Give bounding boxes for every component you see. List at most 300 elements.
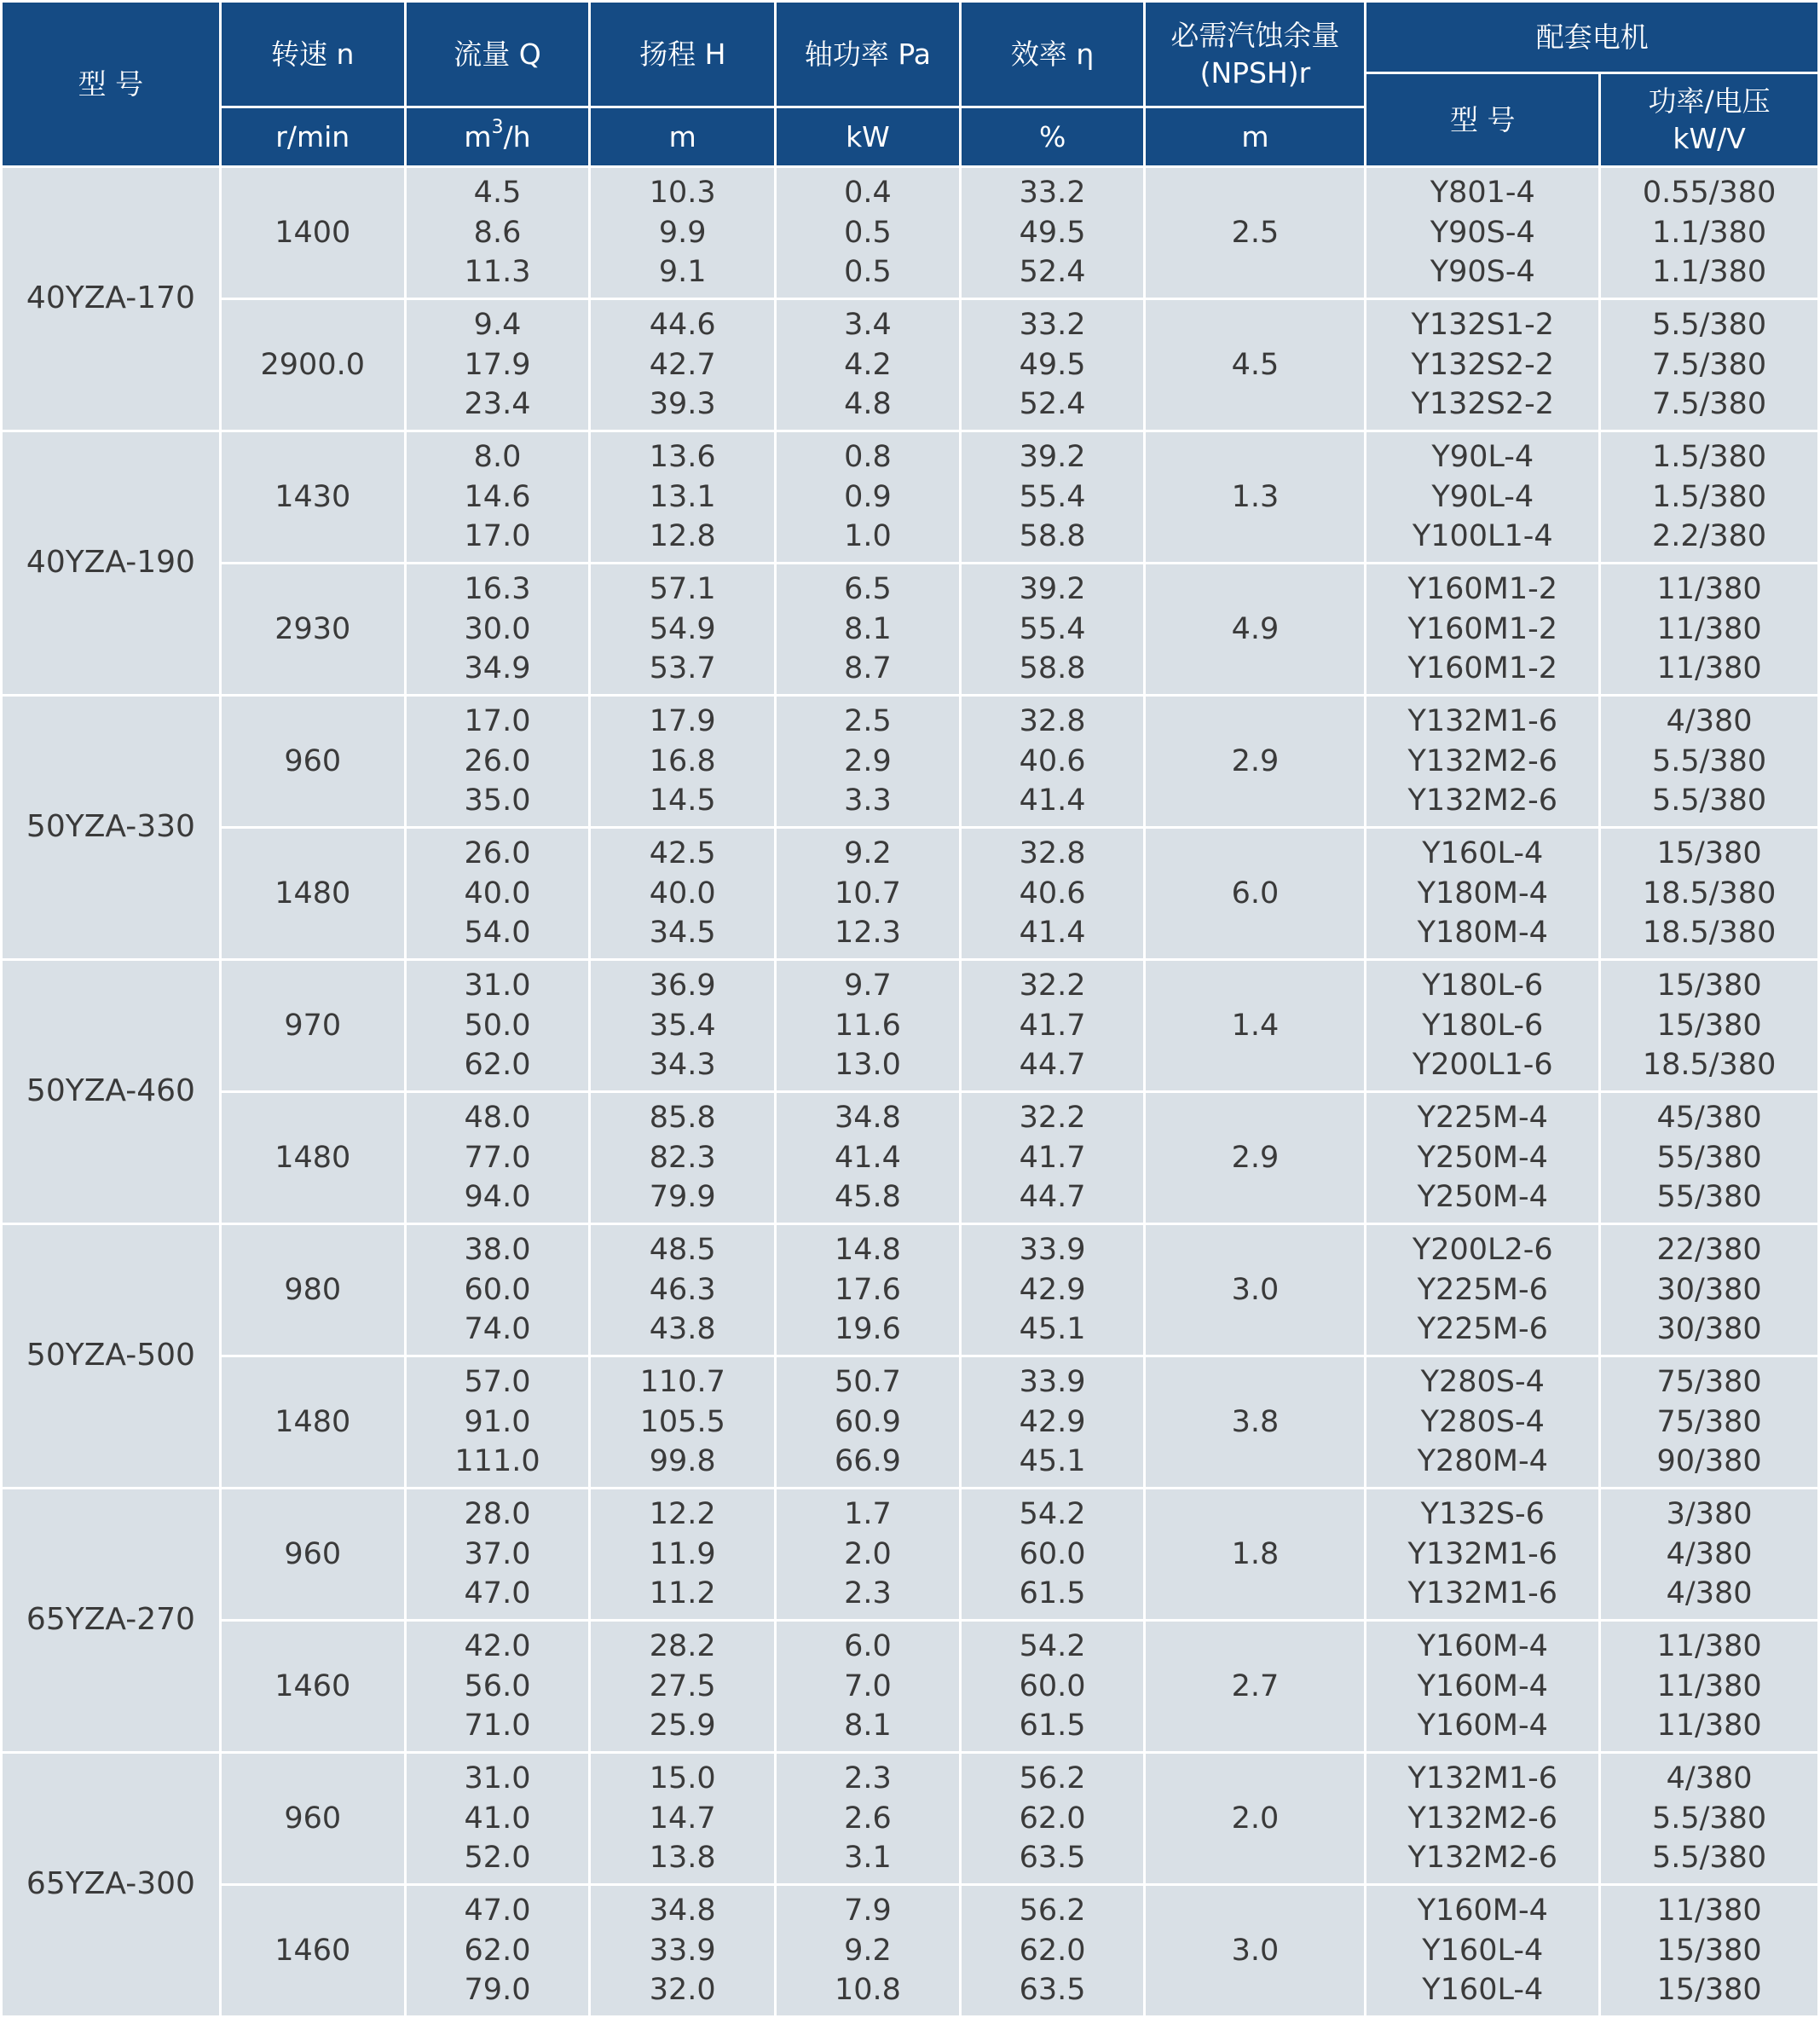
motor-model-cell xyxy=(1366,1224,1600,1356)
table-row xyxy=(2,1621,1819,1753)
shaft-power-cell-value: 11.6 xyxy=(834,1008,901,1043)
head-cell-value: 12.8 xyxy=(649,519,716,554)
motor-power-cell-value: 15/380 xyxy=(1656,836,1762,871)
efficiency-cell xyxy=(960,1092,1145,1224)
flow-cell-value: 47.0 xyxy=(464,1576,531,1611)
flow-cell-value: 38.0 xyxy=(464,1233,531,1268)
head-cell-value: 85.8 xyxy=(649,1101,716,1136)
flow-cell-value: 28.0 xyxy=(464,1497,531,1532)
shaft-power-cell-value: 2.6 xyxy=(844,1801,892,1836)
motor-model-cell xyxy=(1366,1621,1600,1753)
efficiency-cell-value: 52.4 xyxy=(1019,255,1086,290)
head-cell-value: 79.9 xyxy=(649,1180,716,1215)
flow-cell-value: 111.0 xyxy=(454,1444,540,1479)
speed-cell: 2900.0 xyxy=(220,299,405,431)
motor-power-cell-value: 4/380 xyxy=(1666,704,1753,739)
head-cell xyxy=(590,828,776,960)
flow-cell-value: 17.0 xyxy=(464,519,531,554)
shaft-power-cell-value: 0.9 xyxy=(844,479,892,514)
head-cell-value: 34.8 xyxy=(649,1894,716,1928)
motor-model-cell-value: Y160L-4 xyxy=(1422,836,1544,871)
table-header xyxy=(2,2,1819,167)
efficiency-cell-value: 32.8 xyxy=(1019,836,1086,871)
head-cell xyxy=(590,1224,776,1356)
motor-power-cell-value: 15/380 xyxy=(1656,1933,1762,1968)
motor-power-cell xyxy=(1600,1621,1819,1753)
head-cell-value: 110.7 xyxy=(639,1365,725,1400)
flow-cell xyxy=(405,431,590,564)
flow-cell-value: 17.9 xyxy=(464,347,531,382)
head-cell-value: 16.8 xyxy=(649,743,716,778)
header-head: 扬程 H xyxy=(590,2,776,107)
shaft-power-cell-value: 3.4 xyxy=(844,308,892,343)
motor-model-cell-value: Y90S-4 xyxy=(1430,215,1535,250)
motor-power-cell-value: 2.2/380 xyxy=(1651,519,1767,554)
motor-model-cell-value: Y180M-4 xyxy=(1417,916,1548,951)
efficiency-cell-value: 56.2 xyxy=(1019,1761,1086,1796)
model-cell: 65YZA-300 xyxy=(2,1753,221,2017)
shaft-power-cell-value: 9.7 xyxy=(844,969,892,1003)
flow-cell-value: 17.0 xyxy=(464,704,531,739)
motor-power-cell-value: 7.5/380 xyxy=(1651,387,1767,422)
motor-power-cell xyxy=(1600,828,1819,960)
motor-model-cell-value: Y160M-4 xyxy=(1417,1894,1548,1928)
head-cell-value: 105.5 xyxy=(639,1404,725,1439)
motor-model-cell-value: Y132S2-2 xyxy=(1411,347,1555,382)
header-shaft-power: 轴功率 Pa xyxy=(776,2,961,107)
efficiency-cell-value: 61.5 xyxy=(1019,1709,1086,1743)
efficiency-cell-value: 44.7 xyxy=(1019,1048,1086,1083)
motor-model-cell-value: Y160L-4 xyxy=(1422,1973,1544,2008)
npsh-cell: 3.0 xyxy=(1145,1224,1366,1356)
efficiency-cell-value: 33.9 xyxy=(1019,1233,1086,1268)
efficiency-cell-value: 61.5 xyxy=(1019,1576,1086,1611)
efficiency-cell-value: 41.7 xyxy=(1019,1140,1086,1175)
unit-speed: r/min xyxy=(220,107,405,167)
flow-cell-value: 71.0 xyxy=(464,1709,531,1743)
flow-cell-value: 50.0 xyxy=(464,1008,531,1043)
shaft-power-cell-value: 10.7 xyxy=(834,876,901,911)
flow-cell xyxy=(405,696,590,828)
head-cell-value: 34.3 xyxy=(649,1048,716,1083)
efficiency-cell-value: 32.8 xyxy=(1019,704,1086,739)
npsh-cell: 2.0 xyxy=(1145,1753,1366,1885)
table-row xyxy=(2,1753,1819,1885)
efficiency-cell-value: 55.4 xyxy=(1019,479,1086,514)
motor-model-cell xyxy=(1366,299,1600,431)
shaft-power-cell-value: 8.1 xyxy=(844,1709,892,1743)
head-cell xyxy=(590,1885,776,2017)
motor-model-cell-value: Y132M2-6 xyxy=(1407,783,1558,818)
shaft-power-cell-value: 14.8 xyxy=(834,1233,901,1268)
speed-cell: 2930 xyxy=(220,564,405,696)
shaft-power-cell xyxy=(776,1489,961,1621)
motor-model-cell-value: Y132S1-2 xyxy=(1411,308,1555,343)
head-cell-value: 42.5 xyxy=(649,836,716,871)
flow-cell-value: 40.0 xyxy=(464,876,531,911)
shaft-power-cell xyxy=(776,1621,961,1753)
shaft-power-cell-value: 2.0 xyxy=(844,1536,892,1571)
head-cell-value: 82.3 xyxy=(649,1140,716,1175)
shaft-power-cell xyxy=(776,564,961,696)
motor-power-cell-value: 75/380 xyxy=(1656,1404,1762,1439)
head-cell-value: 42.7 xyxy=(649,347,716,382)
npsh-cell: 1.8 xyxy=(1145,1489,1366,1621)
efficiency-cell-value: 40.6 xyxy=(1019,743,1086,778)
shaft-power-cell-value: 2.9 xyxy=(844,743,892,778)
motor-model-cell-value: Y160M-4 xyxy=(1417,1668,1548,1703)
flow-cell xyxy=(405,1753,590,1885)
motor-model-cell-value: Y132M1-6 xyxy=(1407,1576,1558,1611)
flow-cell-value: 35.0 xyxy=(464,783,531,818)
flow-cell-value: 34.9 xyxy=(464,651,531,686)
speed-cell: 970 xyxy=(220,960,405,1092)
head-cell-value: 99.8 xyxy=(649,1444,716,1479)
shaft-power-cell-value: 12.3 xyxy=(834,916,901,951)
unit-shaft-power: kW xyxy=(776,107,961,167)
motor-power-cell xyxy=(1600,299,1819,431)
motor-power-cell xyxy=(1600,1092,1819,1224)
motor-power-cell-value: 5.5/380 xyxy=(1651,1801,1767,1836)
shaft-power-cell-value: 2.5 xyxy=(844,704,892,739)
motor-model-cell-value: Y132S-6 xyxy=(1420,1497,1545,1532)
head-cell-value: 48.5 xyxy=(649,1233,716,1268)
flow-cell-value: 62.0 xyxy=(464,1048,531,1083)
shaft-power-cell xyxy=(776,299,961,431)
shaft-power-cell-value: 6.5 xyxy=(844,572,892,607)
motor-power-cell-value: 5.5/380 xyxy=(1651,783,1767,818)
table-row xyxy=(2,167,1819,299)
efficiency-cell-value: 45.1 xyxy=(1019,1312,1086,1347)
motor-model-cell-value: Y280S-4 xyxy=(1420,1365,1545,1400)
flow-cell xyxy=(405,1356,590,1489)
efficiency-cell-value: 44.7 xyxy=(1019,1180,1086,1215)
table-row xyxy=(2,960,1819,1092)
motor-power-cell xyxy=(1600,1356,1819,1489)
flow-cell-value: 31.0 xyxy=(464,969,531,1003)
npsh-cell: 4.9 xyxy=(1145,564,1366,696)
shaft-power-cell-value: 0.8 xyxy=(844,440,892,475)
flow-cell-value: 41.0 xyxy=(464,1801,531,1836)
head-cell-value: 14.7 xyxy=(649,1801,716,1836)
motor-model-cell xyxy=(1366,431,1600,564)
motor-power-cell-value: 45/380 xyxy=(1656,1101,1762,1136)
flow-cell-value: 42.0 xyxy=(464,1629,531,1664)
head-cell xyxy=(590,1621,776,1753)
head-cell-value: 33.9 xyxy=(649,1933,716,1968)
efficiency-cell-value: 42.9 xyxy=(1019,1272,1086,1307)
efficiency-cell-value: 49.5 xyxy=(1019,215,1086,250)
shaft-power-cell-value: 3.3 xyxy=(844,783,892,818)
shaft-power-cell xyxy=(776,1092,961,1224)
speed-cell: 1460 xyxy=(220,1621,405,1753)
shaft-power-cell-value: 0.4 xyxy=(844,176,892,211)
shaft-power-cell-value: 2.3 xyxy=(844,1576,892,1611)
shaft-power-cell xyxy=(776,167,961,299)
flow-cell-value: 8.6 xyxy=(473,215,522,250)
npsh-cell: 3.8 xyxy=(1145,1356,1366,1489)
speed-cell: 1430 xyxy=(220,431,405,564)
speed-cell: 960 xyxy=(220,1489,405,1621)
head-cell xyxy=(590,167,776,299)
motor-model-cell-value: Y250M-4 xyxy=(1417,1140,1548,1175)
motor-model-cell-value: Y200L1-6 xyxy=(1412,1048,1553,1083)
flow-cell-value: 4.5 xyxy=(473,176,522,211)
motor-power-cell-value: 55/380 xyxy=(1656,1140,1762,1175)
flow-cell-value: 23.4 xyxy=(464,387,531,422)
flow-cell xyxy=(405,960,590,1092)
shaft-power-cell-value: 41.4 xyxy=(834,1140,901,1175)
motor-power-cell xyxy=(1600,1489,1819,1621)
flow-cell-value: 47.0 xyxy=(464,1894,531,1928)
motor-power-cell-value: 5.5/380 xyxy=(1651,743,1767,778)
flow-cell xyxy=(405,299,590,431)
shaft-power-cell-value: 7.9 xyxy=(844,1894,892,1928)
efficiency-cell-value: 58.8 xyxy=(1019,651,1086,686)
shaft-power-cell-value: 8.7 xyxy=(844,651,892,686)
motor-power-cell-value: 18.5/380 xyxy=(1642,876,1777,911)
npsh-cell: 2.5 xyxy=(1145,167,1366,299)
motor-model-cell-value: Y132M1-6 xyxy=(1407,1536,1558,1571)
head-cell-value: 10.3 xyxy=(649,176,716,211)
efficiency-cell-value: 58.8 xyxy=(1019,519,1086,554)
motor-power-cell xyxy=(1600,960,1819,1092)
table-body xyxy=(2,167,1819,2017)
motor-power-cell xyxy=(1600,1753,1819,1885)
npsh-cell: 2.9 xyxy=(1145,1092,1366,1224)
motor-model-cell-value: Y160M1-2 xyxy=(1407,572,1558,607)
motor-model-cell-value: Y250M-4 xyxy=(1417,1180,1548,1215)
shaft-power-cell-value: 66.9 xyxy=(834,1444,901,1479)
motor-model-cell-value: Y280M-4 xyxy=(1417,1444,1548,1479)
motor-power-cell-value: 15/380 xyxy=(1656,1008,1762,1043)
flow-cell xyxy=(405,828,590,960)
npsh-cell: 2.7 xyxy=(1145,1621,1366,1753)
motor-model-cell-value: Y180L-6 xyxy=(1422,1008,1544,1043)
motor-power-cell-value: 5.5/380 xyxy=(1651,1841,1767,1876)
table-row xyxy=(2,564,1819,696)
flow-cell-value: 79.0 xyxy=(464,1973,531,2008)
efficiency-cell-value: 40.6 xyxy=(1019,876,1086,911)
flow-cell-value: 48.0 xyxy=(464,1101,531,1136)
speed-cell: 1480 xyxy=(220,828,405,960)
motor-model-cell-value: Y225M-6 xyxy=(1417,1312,1548,1347)
efficiency-cell-value: 33.2 xyxy=(1019,308,1086,343)
header-motor-model: 型 号 xyxy=(1366,73,1600,167)
shaft-power-cell-value: 17.6 xyxy=(834,1272,901,1307)
speed-cell: 1400 xyxy=(220,167,405,299)
motor-model-cell-value: Y280S-4 xyxy=(1420,1404,1545,1439)
shaft-power-cell xyxy=(776,1356,961,1489)
head-cell xyxy=(590,1356,776,1489)
flow-cell-value: 16.3 xyxy=(464,572,531,607)
motor-model-cell-value: Y200L2-6 xyxy=(1412,1233,1553,1268)
flow-cell-value: 52.0 xyxy=(464,1841,531,1876)
speed-cell: 980 xyxy=(220,1224,405,1356)
motor-model-cell xyxy=(1366,1092,1600,1224)
efficiency-cell-value: 41.4 xyxy=(1019,916,1086,951)
head-cell-value: 13.6 xyxy=(649,440,716,475)
shaft-power-cell-value: 4.2 xyxy=(844,347,892,382)
shaft-power-cell-value: 1.7 xyxy=(844,1497,892,1532)
motor-power-cell-value: 11/380 xyxy=(1656,1894,1762,1928)
unit-head: m xyxy=(590,107,776,167)
speed-cell: 1460 xyxy=(220,1885,405,2017)
shaft-power-cell-value: 6.0 xyxy=(844,1629,892,1664)
flow-cell xyxy=(405,1885,590,2017)
unit-efficiency: % xyxy=(960,107,1145,167)
model-cell: 40YZA-190 xyxy=(2,431,221,696)
motor-model-cell-value: Y160M1-2 xyxy=(1407,611,1558,646)
efficiency-cell-value: 63.5 xyxy=(1019,1841,1086,1876)
head-cell-value: 57.1 xyxy=(649,572,716,607)
head-cell xyxy=(590,960,776,1092)
head-cell xyxy=(590,431,776,564)
flow-cell-value: 56.0 xyxy=(464,1668,531,1703)
motor-model-cell-value: Y160M-4 xyxy=(1417,1629,1548,1664)
motor-power-cell xyxy=(1600,564,1819,696)
header-speed: 转速 n xyxy=(220,2,405,107)
efficiency-cell-value: 62.0 xyxy=(1019,1801,1086,1836)
motor-power-cell-value: 1.5/380 xyxy=(1651,440,1767,475)
speed-cell: 960 xyxy=(220,696,405,828)
shaft-power-cell xyxy=(776,1224,961,1356)
motor-power-cell-value: 1.1/380 xyxy=(1651,255,1767,290)
efficiency-cell-value: 63.5 xyxy=(1019,1973,1086,2008)
flow-cell-value: 94.0 xyxy=(464,1180,531,1215)
motor-model-cell-value: Y180M-4 xyxy=(1417,876,1548,911)
efficiency-cell xyxy=(960,167,1145,299)
efficiency-cell xyxy=(960,564,1145,696)
head-cell-value: 12.2 xyxy=(649,1497,716,1532)
motor-power-cell-value: 15/380 xyxy=(1656,969,1762,1003)
motor-model-cell-value: Y225M-4 xyxy=(1417,1101,1548,1136)
head-cell-value: 54.9 xyxy=(649,611,716,646)
header-npsh xyxy=(1145,2,1366,107)
motor-power-cell-value: 11/380 xyxy=(1656,1709,1762,1743)
shaft-power-cell-value: 45.8 xyxy=(834,1180,901,1215)
motor-model-cell xyxy=(1366,696,1600,828)
shaft-power-cell-value: 50.7 xyxy=(834,1365,901,1400)
flow-cell-value: 26.0 xyxy=(464,743,531,778)
motor-model-cell-value: Y132M2-6 xyxy=(1407,1801,1558,1836)
efficiency-cell-value: 41.4 xyxy=(1019,783,1086,818)
table-row xyxy=(2,1885,1819,2017)
efficiency-cell-value: 33.9 xyxy=(1019,1365,1086,1400)
head-cell-value: 9.9 xyxy=(658,215,707,250)
motor-power-cell-value: 18.5/380 xyxy=(1642,916,1777,951)
flow-cell xyxy=(405,1621,590,1753)
motor-power-cell-value: 11/380 xyxy=(1656,572,1762,607)
speed-cell: 1480 xyxy=(220,1092,405,1224)
flow-cell-value: 62.0 xyxy=(464,1933,531,1968)
shaft-power-cell-value: 2.3 xyxy=(844,1761,892,1796)
npsh-cell: 2.9 xyxy=(1145,696,1366,828)
shaft-power-cell xyxy=(776,960,961,1092)
head-cell-value: 46.3 xyxy=(649,1272,716,1307)
motor-model-cell-value: Y90L-4 xyxy=(1431,440,1534,475)
npsh-cell: 4.5 xyxy=(1145,299,1366,431)
flow-cell-value: 77.0 xyxy=(464,1140,531,1175)
head-cell-value: 17.9 xyxy=(649,704,716,739)
motor-model-cell xyxy=(1366,1753,1600,1885)
efficiency-cell-value: 32.2 xyxy=(1019,969,1086,1003)
motor-model-cell-value: Y160M1-2 xyxy=(1407,651,1558,686)
shaft-power-cell xyxy=(776,1753,961,1885)
efficiency-cell xyxy=(960,299,1145,431)
motor-power-cell-value: 0.55/380 xyxy=(1642,176,1777,211)
shaft-power-cell-value: 9.2 xyxy=(844,1933,892,1968)
motor-power-cell-value: 11/380 xyxy=(1656,611,1762,646)
header-motor-power-text: 功率/电压 kW/V xyxy=(1648,84,1771,155)
motor-power-cell-value: 1.5/380 xyxy=(1651,479,1767,514)
shaft-power-cell xyxy=(776,1885,961,2017)
motor-power-cell-value: 75/380 xyxy=(1656,1365,1762,1400)
table-row xyxy=(2,431,1819,564)
flow-cell-value: 54.0 xyxy=(464,916,531,951)
head-cell-value: 44.6 xyxy=(649,308,716,343)
flow-cell-value: 30.0 xyxy=(464,611,531,646)
model-cell: 40YZA-170 xyxy=(2,167,221,431)
motor-power-cell-value: 18.5/380 xyxy=(1642,1048,1777,1083)
efficiency-cell xyxy=(960,1224,1145,1356)
head-cell-value: 36.9 xyxy=(649,969,716,1003)
motor-power-cell xyxy=(1600,1885,1819,2017)
efficiency-cell-value: 41.7 xyxy=(1019,1008,1086,1043)
motor-model-cell xyxy=(1366,1356,1600,1489)
efficiency-cell xyxy=(960,431,1145,564)
table-row xyxy=(2,828,1819,960)
efficiency-cell xyxy=(960,1885,1145,2017)
unit-flow-tail: /h xyxy=(503,119,531,153)
efficiency-cell-value: 55.4 xyxy=(1019,611,1086,646)
flow-cell-value: 9.4 xyxy=(473,308,522,343)
head-cell-value: 32.0 xyxy=(649,1973,716,2008)
shaft-power-cell-value: 8.1 xyxy=(844,611,892,646)
header-motor: 配套电机 xyxy=(1366,2,1819,73)
head-cell xyxy=(590,1489,776,1621)
head-cell-value: 13.1 xyxy=(649,479,716,514)
motor-model-cell-value: Y132S2-2 xyxy=(1411,387,1555,422)
model-cell: 50YZA-500 xyxy=(2,1224,221,1489)
head-cell-value: 53.7 xyxy=(649,651,716,686)
efficiency-cell-value: 56.2 xyxy=(1019,1894,1086,1928)
motor-model-cell-value: Y801-4 xyxy=(1430,176,1535,211)
motor-model-cell-value: Y180L-6 xyxy=(1422,969,1544,1003)
flow-cell-value: 37.0 xyxy=(464,1536,531,1571)
npsh-cell: 1.4 xyxy=(1145,960,1366,1092)
motor-power-cell-value: 4/380 xyxy=(1666,1536,1753,1571)
head-cell-value: 34.5 xyxy=(649,916,716,951)
efficiency-cell-value: 60.0 xyxy=(1019,1668,1086,1703)
unit-npsh: m xyxy=(1145,107,1366,167)
head-cell xyxy=(590,564,776,696)
flow-cell xyxy=(405,1224,590,1356)
table-row xyxy=(2,1224,1819,1356)
efficiency-cell xyxy=(960,1753,1145,1885)
efficiency-cell-value: 39.2 xyxy=(1019,572,1086,607)
head-cell xyxy=(590,696,776,828)
flow-cell-value: 11.3 xyxy=(464,255,531,290)
shaft-power-cell-value: 4.8 xyxy=(844,387,892,422)
efficiency-cell-value: 33.2 xyxy=(1019,176,1086,211)
shaft-power-cell-value: 0.5 xyxy=(844,255,892,290)
motor-model-cell xyxy=(1366,167,1600,299)
motor-model-cell xyxy=(1366,828,1600,960)
flow-cell-value: 26.0 xyxy=(464,836,531,871)
motor-power-cell xyxy=(1600,1224,1819,1356)
motor-model-cell xyxy=(1366,1489,1600,1621)
